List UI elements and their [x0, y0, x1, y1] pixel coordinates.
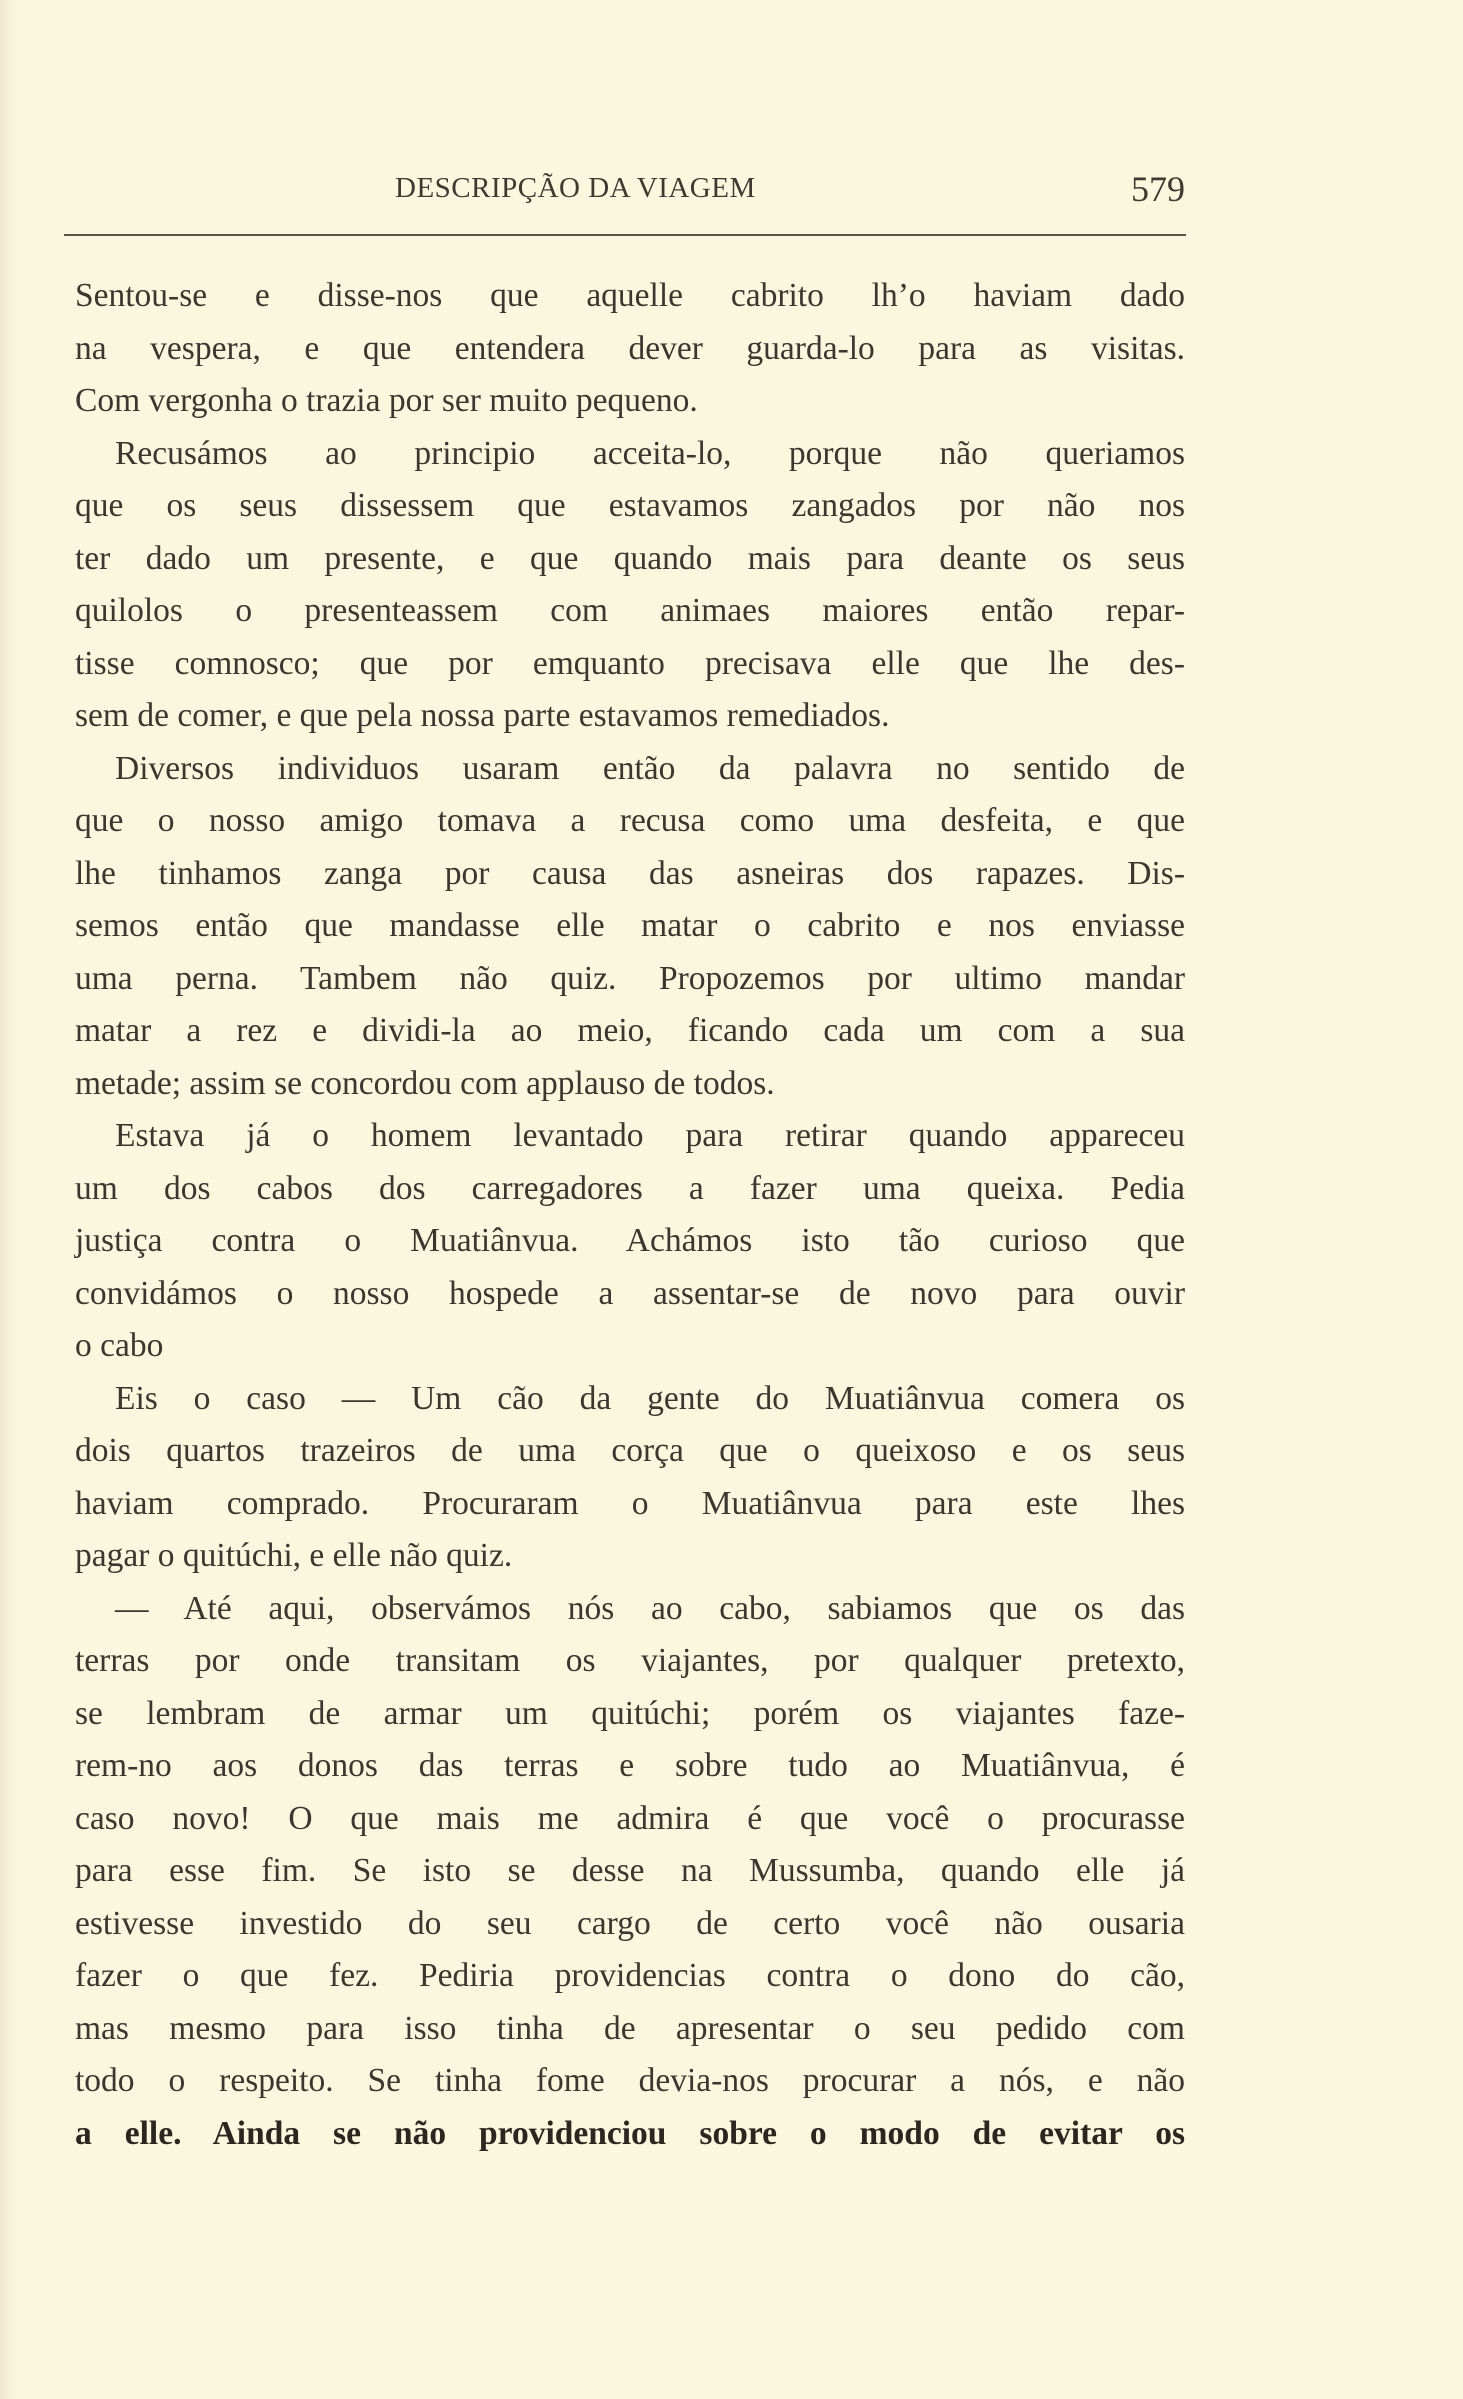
text-line: Recusámos ao principio acceita-lo, porque não queriamos — [115, 434, 1185, 472]
paragraph — [75, 743, 1185, 1111]
text-line: pagar o quitúchi, e elle não quiz. — [75, 1537, 513, 1574]
text-line: metade; assim se concordou com applauso de todos. — [75, 1064, 775, 1102]
running-head — [0, 168, 1463, 218]
text-line: terras por onde transitam os viajantes, por qualquer pretexto, — [75, 1642, 1185, 1679]
paragraph — [75, 1373, 1185, 1583]
text-line: a elle. Ainda se não providenciou sobre o modo de evitar os — [75, 2114, 1185, 2152]
text-line: um dos cabos dos carregadores a fazer uma queixa. Pedia — [75, 1169, 1185, 1207]
text-line: matar a rez e dividi-la ao meio, ficando cada um com a sua — [75, 1012, 1185, 1049]
text-line: fazer o que fez. Pediria providencias contra o dono do cão, — [75, 1957, 1185, 1994]
body-text — [75, 270, 1185, 2160]
running-head-title: DESCRIPÇÃO DA VIAGEM — [395, 172, 756, 204]
paragraph — [75, 428, 1185, 743]
text-line: estivesse investido do seu cargo de certo você não ousaria — [75, 1904, 1185, 1942]
text-line: todo o respeito. Se tinha fome devia-nos procurar a nós, e não — [75, 2062, 1185, 2099]
text-line: Estava já o homem levantado para retirar quando appareceu — [115, 1117, 1185, 1154]
header-rule — [64, 234, 1186, 236]
text-line: — Até aqui, observámos nós ao cabo, sabiamos que os das — [115, 1589, 1185, 1627]
text-line: na vespera, e que entendera dever guarda-lo para as visitas. — [75, 329, 1185, 367]
text-line: Diversos individuos usaram então da palavra no sentido de — [115, 749, 1185, 787]
text-line: justiça contra o Muatiânvua. Achámos isto tão curioso que — [75, 1222, 1185, 1259]
text-line: Com vergonha o trazia por ser muito pequeno. — [75, 382, 698, 419]
text-line: uma perna. Tambem não quiz. Propozemos por ultimo mandar — [75, 959, 1185, 997]
text-line: ter dado um presente, e que quando mais para deante os seus — [75, 539, 1185, 577]
text-line: que os seus dissessem que estavamos zangados por não nos — [75, 487, 1185, 524]
text-line: tisse comnosco; que por emquanto precisava elle que lhe des- — [75, 644, 1185, 682]
text-line: convidámos o nosso hospede a assentar-se de novo para ouvir — [75, 1274, 1185, 1312]
paragraph — [75, 1583, 1185, 2161]
text-line: Sentou-se e disse-nos que aquelle cabrito lh’o haviam dado — [75, 277, 1185, 314]
page-edge — [0, 0, 18, 2399]
text-line: rem-no aos donos das terras e sobre tudo ao Muatiânvua, é — [75, 1747, 1185, 1784]
text-line: dois quartos trazeiros de uma corça que o queixoso e os seus — [75, 1432, 1185, 1469]
text-line: semos então que mandasse elle matar o cabrito e nos enviasse — [75, 907, 1185, 944]
text-line: quilolos o presenteassem com animaes maiores então repar- — [75, 592, 1185, 629]
text-line: lhe tinhamos zanga por causa das asneiras dos rapazes. Dis- — [75, 854, 1185, 892]
text-line: Eis o caso — Um cão da gente do Muatiânvua comera os — [115, 1379, 1185, 1417]
text-line: que o nosso amigo tomava a recusa como uma desfeita, e que — [75, 802, 1185, 839]
text-line: sem de comer, e que pela nossa parte estavamos remediados. — [75, 697, 890, 734]
text-line: para esse fim. Se isto se desse na Mussumba, quando elle já — [75, 1852, 1185, 1889]
text-line: haviam comprado. Procuraram o Muatiânvua para este lhes — [75, 1484, 1185, 1522]
text-line: se lembram de armar um quitúchi; porém os viajantes faze- — [75, 1694, 1185, 1732]
text-line: caso novo! O que mais me admira é que você o procurasse — [75, 1799, 1185, 1837]
page-number: 579 — [1131, 169, 1185, 209]
paragraph — [75, 1110, 1185, 1373]
text-line: o cabo — [75, 1327, 164, 1364]
paragraph — [75, 270, 1185, 428]
text-line: mas mesmo para isso tinha de apresentar o seu pedido com — [75, 2009, 1185, 2047]
